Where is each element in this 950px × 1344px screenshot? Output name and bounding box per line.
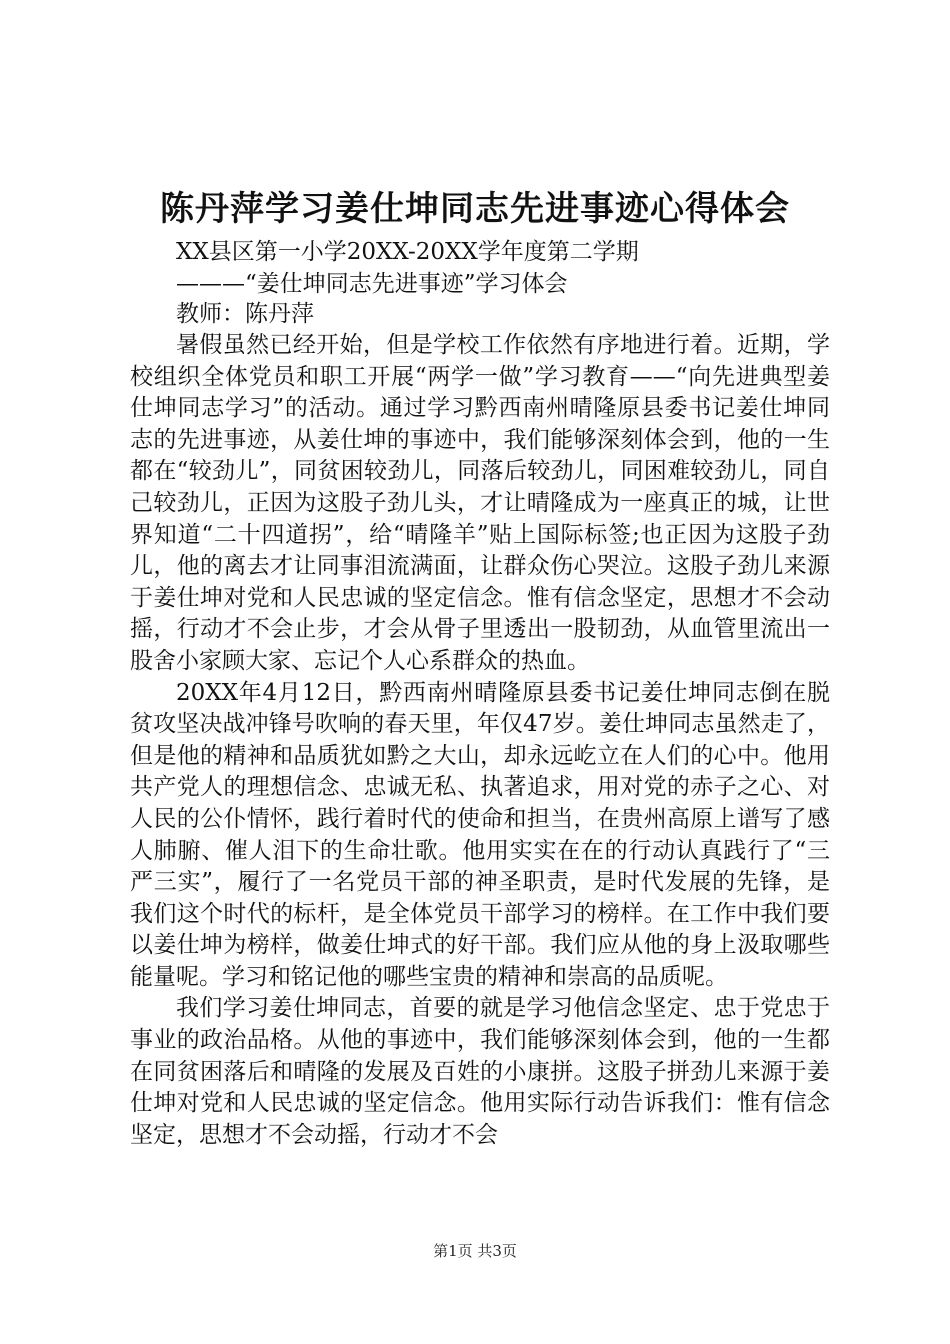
school-term-line: XX县区第一小学20XX-20XX学年度第二学期 <box>176 239 639 265</box>
author-line: 教师：陈丹萍 <box>176 301 314 327</box>
paragraph-3: 我们学习姜仕坤同志，首要的就是学习他信念坚定、忠于党忠于事业的政治品格。从他的事迹中，我们能够深刻体会到，他的一生都在同贫困落后和晴隆的发展及百姓的小康拼。这股子拼劲儿来源于姜仕坤对党和人民忠诚的坚定信念。他用实际行动告诉我们：惟有信念坚定，思想才不会动摇，行动才不会 <box>130 995 830 1148</box>
paragraph-1: 暑假虽然已经开始，但是学校工作依然有序地进行着。近期，学校组织全体党员和职工开展“两学一做”学习教育——“向先进典型姜仕坤同志学习”的活动。通过学习黔西南州晴隆原县委书记姜仕坤同志的先进事迹，从姜仕坤的事迹中，我们能够深刻体会到，他的一生都在“较劲儿”，同贫困较劲儿，同落后较劲儿，同困难较劲儿，同自己较劲儿，正因为这股子劲儿头，才让晴隆成为一座真正的城，让世界知道“二十四道拐”，给“晴隆羊”贴上国际标签;也正因为这股子劲儿，他的离去才让同事泪流满面，让群众伤心哭泣。这股子劲儿来源于姜仕坤对党和人民忠诚的坚定信念。惟有信念坚定，思想才不会动摇，行动才不会止步，才会从骨子里透出一股韧劲，从血管里流出一股舍小家顾大家、忘记个人心系群众的热血。 <box>130 332 830 674</box>
subtitle-line: ———“姜仕坤同志先进事迹”学习体会 <box>176 271 568 297</box>
document-body <box>130 330 830 1151</box>
paragraph-2: 20XX年4月12日，黔西南州晴隆原县委书记姜仕坤同志倒在脱贫攻坚决战冲锋号吹响的春天里，年仅47岁。姜仕坤同志虽然走了，但是他的精神和品质犹如黔之大山，却永远屹立在人们的心中。他用共产党人的理想信念、忠诚无私、执著追求，用对党的赤子之心、对人民的公仆情怀，践行着时代的使命和担当，在贵州高原上谱写了感人肺腑、催人泪下的生命壮歌。他用实实在在的行动认真践行了“三严三实”，履行了一名党员干部的神圣职责，是时代发展的先锋，是我们这个时代的标杆，是全体党员干部学习的榜样。在工作中我们要以姜仕坤为榜样，做姜仕坤式的好干部。我们应从他的身上汲取哪些能量呢。学习和铭记他的哪些宝贵的精神和崇高的品质呢。 <box>130 679 830 990</box>
document-title: 陈丹萍学习姜仕坤同志先进事迹心得体会 <box>160 189 790 229</box>
page-footer: 第1页 共3页 <box>433 1242 517 1260</box>
